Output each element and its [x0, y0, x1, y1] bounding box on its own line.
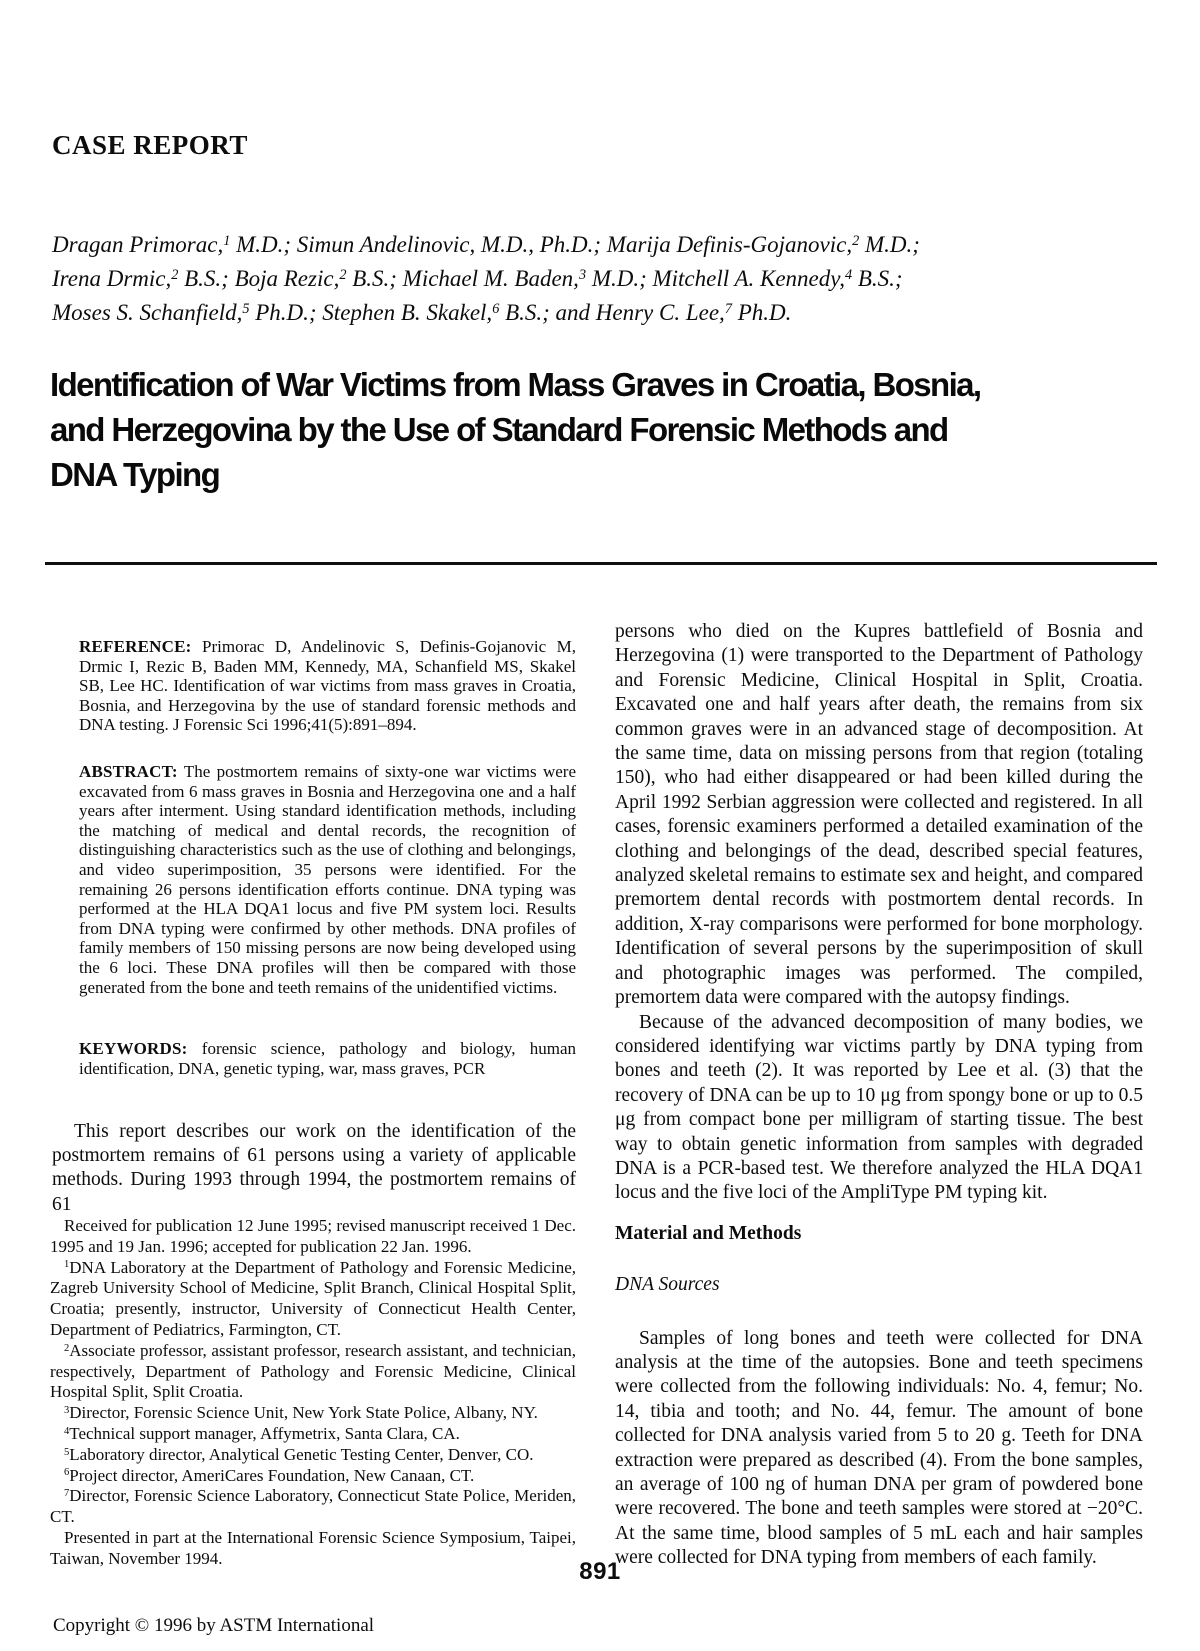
- abstract-label: ABSTRACT:: [79, 762, 178, 781]
- intro-paragraph: This report describes our work on the identification of the postmortem remains of 61 persons using a variety of applicable methods. During 1993 through 1994, the postmortem remains of 61: [52, 1120, 576, 1215]
- author-line: Dragan Primorac,$^1$ M.D.; Simun Andelinovic, M.D., Ph.D.; Marija Definis-Gojanovic,$^2$ M.D.;: [52, 232, 920, 257]
- authors-block: [52, 228, 1132, 330]
- reference-paragraph: [79, 637, 576, 735]
- footnote-item: $^4$Technical support manager, Affymetrix, Santa Clara, CA.: [64, 1423, 460, 1443]
- right-column: [615, 620, 1143, 1571]
- footnotes-block: [50, 1216, 576, 1570]
- page-number: 891: [579, 1558, 621, 1585]
- subsection-heading: DNA Sources: [615, 1274, 720, 1296]
- article-title-line: Identification of War Victims from Mass Graves in Croatia, Bosnia,: [50, 366, 981, 403]
- keywords-text: forensic science, pathology and biology, human identification, DNA, genetic typing, war, mass graves, PCR: [79, 1039, 576, 1078]
- body-paragraph: persons who died on the Kupres battlefield of Bosnia and Herzegovina (1) were transported to the Department of Pathology and Forensic Medicine, Clinical Hospital in Split, Croatia. Excavated one and half years after death, the remains from six common graves were in an advanced stage of decomposition. At the same time, data on missing persons from that region (totaling 150), who had either disappeared or had been killed during the April 1992 Serbian aggression were collected and registered. In all cases, forensic examiners performed a detailed examination of the clothing and belongings of the dead, described special features, analyzed skeletal remains to estimate sex and height, and compared premortem dental records with postmortem dental records. In addition, X-ray comparisons were performed for bone morphology. Identification of several persons by the superimposition of skull and photographic images was performed. The compiled, premortem data were compared with the autopsy findings.: [615, 621, 1143, 1009]
- keywords-paragraph: [79, 1039, 576, 1078]
- footnote-item: $^5$Laboratory director, Analytical Genetic Testing Center, Denver, CO.: [64, 1444, 534, 1464]
- section-heading: Material and Methods: [615, 1222, 802, 1244]
- footnote-item: $^7$Director, Forensic Science Laboratory, Connecticut State Police, Meriden, CT.: [50, 1486, 576, 1527]
- abstract-text: The postmortem remains of sixty-one war victims were excavated from 6 mass graves in Bosnia and Herzegovina one and a half years after interment. Using standard identification methods, including the matching of medical and dental records, the recognition of distinguishing characteristics such as the use of clothing and belongings, and video superimposition, 35 persons were identified. For the remaining 26 persons identification efforts continue. DNA typing was performed at the HLA DQA1 locus and five PM system loci. Results from DNA typing were confirmed by other methods. DNA profiles of family members of 150 missing persons are now being developed using the 6 loci. These DNA profiles will then be compared with those generated from the bone and teeth remains of the unidentified victims.: [79, 762, 576, 997]
- body-paragraph: Because of the advanced decomposition of many bodies, we considered identifying war victims partly by DNA typing from bones and teeth (2). It was reported by Lee et al. (3) that the recovery of DNA can be up to 10 μg from spongy bone or up to 0.5 μg from compact bone per milligram of starting tissue. The best way to obtain genetic information from samples with degraded DNA is a PCR-based test. We therefore analyzed the HLA DQA1 locus and the five loci of the AmpliType PM typing kit.: [615, 1011, 1143, 1204]
- author-line: Irena Drmic,$^2$ B.S.; Boja Rezic,$^2$ B.S.; Michael M. Baden,$^3$ M.D.; Mitchell A. Kennedy,$^4$ B.S.;: [52, 266, 903, 291]
- article-title: [50, 362, 1160, 497]
- footnote-item: $^6$Project director, AmeriCares Foundation, New Canaan, CT.: [64, 1465, 475, 1485]
- body-paragraph: Samples of long bones and teeth were collected for DNA analysis at the time of the autopsies. Bone and teeth specimens were collected from the following individuals: No. 4, femur; No. 14, tibia and tooth; and No. 44, femur. The amount of bone collected for DNA analysis varied from 5 to 20 g. Teeth for DNA extraction were prepared as described (4). From the bone samples, an average of 100 ng of human DNA per gram of powdered bone were recovered. The bone and teeth samples were stored at −20°C. At the same time, blood samples of 5 mL each and hair samples were collected for DNA typing from members of each family.: [615, 1327, 1143, 1569]
- reference-text: Primorac D, Andelinovic S, Definis-Gojanovic M, Drmic I, Rezic B, Baden MM, Kennedy, MA, Schanfield MS, Skakel SB, Lee HC. Identification of war victims from mass graves in Croatia, Bosnia, and Herzegovina by the use of standard forensic methods and DNA testing. J Forensic Sci 1996;41(5):891–894.: [79, 637, 576, 735]
- footnote-item: $^1$DNA Laboratory at the Department of Pathology and Forensic Medicine, Zagreb University School of Medicine, Split Branch, Clinical Hospital Split, Croatia; presently, instructor, University of Connecticut Health Center, Department of Pediatrics, Farmington, CT.: [50, 1257, 576, 1339]
- copyright-notice: Copyright © 1996 by ASTM International: [53, 1615, 375, 1636]
- abstract-paragraph: [79, 762, 576, 997]
- horizontal-divider: [45, 562, 1157, 565]
- article-title-line: and Herzegovina by the Use of Standard Forensic Methods and: [50, 411, 948, 448]
- footnote-item: Presented in part at the International Forensic Science Symposium, Taipei, Taiwan, November 1994.: [50, 1527, 576, 1568]
- article-title-line: DNA Typing: [50, 456, 220, 493]
- footnote-item: $^3$Director, Forensic Science Unit, New York State Police, Albany, NY.: [64, 1403, 538, 1423]
- keywords-label: KEYWORDS:: [79, 1039, 188, 1058]
- footnote-item: Received for publication 12 June 1995; revised manuscript received 1 Dec. 1995 and 19 Jan. 1996; accepted for publication 22 Jan. 1996.: [50, 1216, 576, 1256]
- author-line: Moses S. Schanfield,$^5$ Ph.D.; Stephen B. Skakel,$^6$ B.S.; and Henry C. Lee,$^7$ Ph.D.: [52, 300, 792, 325]
- section-label: CASE REPORT: [52, 130, 248, 160]
- reference-label: REFERENCE:: [79, 637, 192, 656]
- footnote-item: $^2$Associate professor, assistant professor, research assistant, and technician, respectively, Department of Pathology and Forensic Medicine, Clinical Hospital Split, Split Croatia.: [50, 1340, 576, 1402]
